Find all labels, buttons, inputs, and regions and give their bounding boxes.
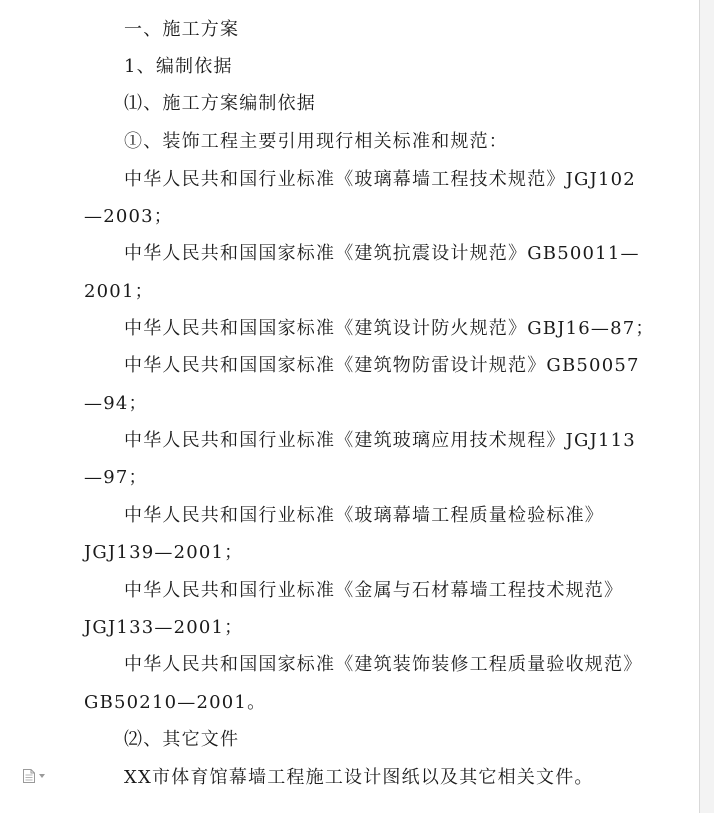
standard-line-cont: GB50210—2001。 bbox=[84, 692, 267, 713]
chevron-down-icon bbox=[39, 774, 45, 778]
paragraph-heading: ⑵、其它文件 bbox=[124, 729, 240, 750]
subsection-heading: 1、编制依据 bbox=[124, 56, 233, 77]
standard-line-cont: —97； bbox=[84, 467, 148, 488]
standard-line-cont: —2003； bbox=[84, 206, 174, 227]
standard-line: 中华人民共和国行业标准《玻璃幕墙工程技术规范》JGJ102 bbox=[124, 169, 636, 190]
standard-line-cont: JGJ139—2001； bbox=[84, 542, 244, 563]
standard-line: 中华人民共和国国家标准《建筑设计防火规范》GBJ16—87； bbox=[124, 318, 655, 339]
standard-line: 中华人民共和国行业标准《玻璃幕墙工程质量检验标准》 bbox=[124, 505, 604, 526]
section-heading: 一、施工方案 bbox=[124, 19, 240, 40]
paragraph-text: XX市体育馆幕墙工程施工设计图纸以及其它相关文件。 bbox=[124, 767, 594, 788]
standard-line: 中华人民共和国国家标准《建筑装饰装修工程质量验收规范》 bbox=[124, 654, 643, 675]
paragraph-intro: ①、装饰工程主要引用现行相关标准和规范： bbox=[124, 131, 508, 152]
paragraph-heading: ⑴、施工方案编制依据 bbox=[124, 93, 316, 114]
paste-options-button[interactable] bbox=[22, 767, 50, 785]
document-icon bbox=[22, 768, 36, 784]
standard-line-cont: 2001； bbox=[84, 281, 154, 302]
standard-line-cont: JGJ133—2001； bbox=[84, 617, 244, 638]
window-edge bbox=[699, 0, 714, 813]
standard-line-cont: —94； bbox=[84, 393, 148, 414]
standard-line: 中华人民共和国行业标准《金属与石材幕墙工程技术规范》 bbox=[124, 580, 624, 601]
standard-line: 中华人民共和国国家标准《建筑抗震设计规范》GB50011— bbox=[124, 243, 640, 264]
standard-line: 中华人民共和国行业标准《建筑玻璃应用技术规程》JGJ113 bbox=[124, 430, 636, 451]
standard-line: 中华人民共和国国家标准《建筑物防雷设计规范》GB50057 bbox=[124, 355, 640, 376]
